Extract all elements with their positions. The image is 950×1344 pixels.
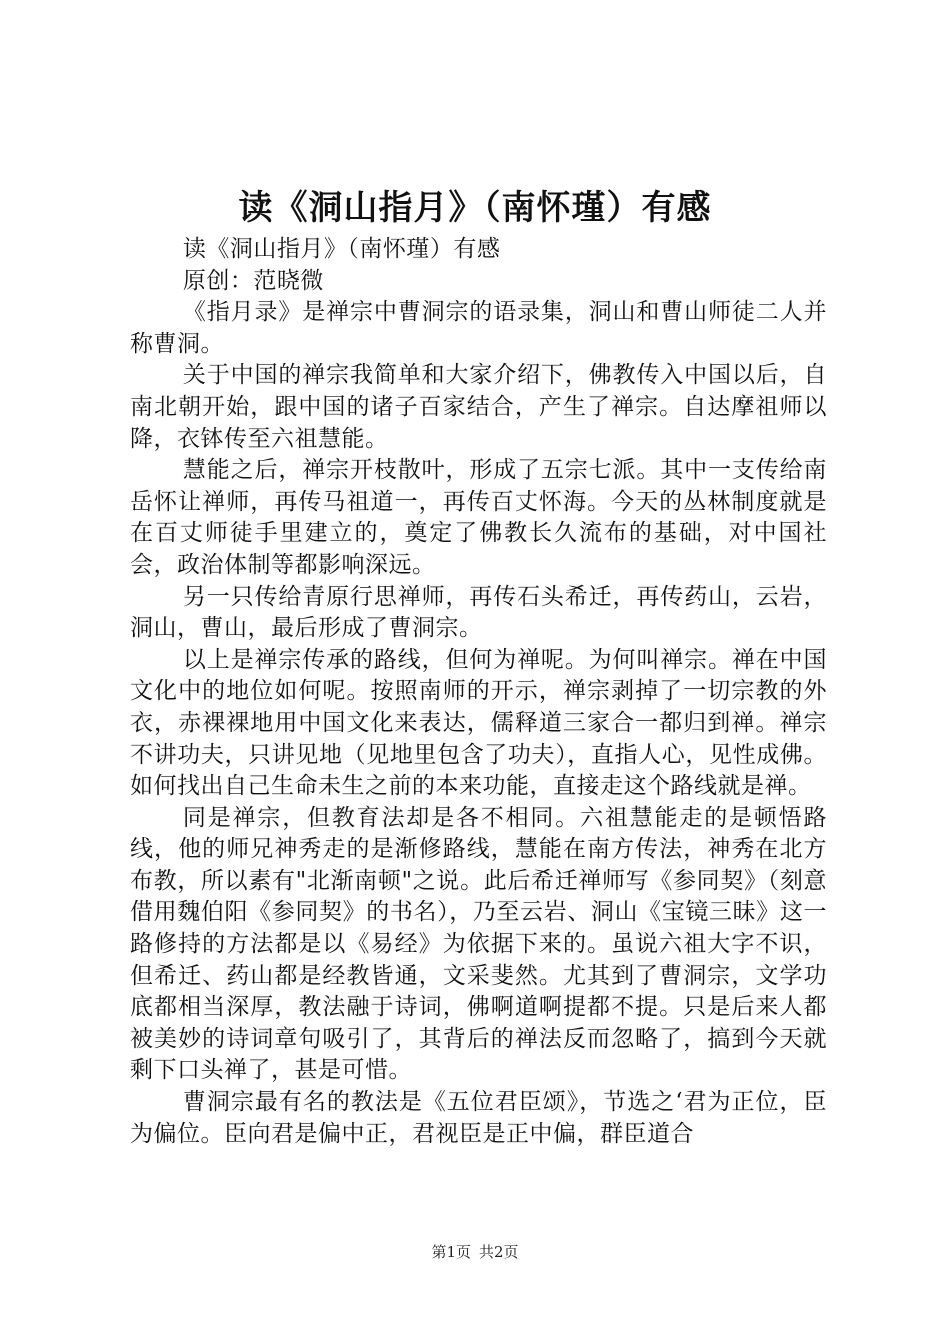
page-footer bbox=[0, 1242, 950, 1262]
page-title: 读《洞山指月》（南怀瑾）有感 bbox=[238, 188, 712, 228]
page-number: 第1页 bbox=[431, 1243, 471, 1261]
paragraph-five-ranks: 曹洞宗最有名的教法是《五位君臣颂》，节选之‘君为正位，臣为偏位。臣向君是偏中正，君视臣是正中偏，群臣道合 bbox=[130, 1089, 827, 1147]
paragraph-teaching-methods: 同是禅宗，但教育法却是各不相同。六祖慧能走的是顿悟路线，他的师兄神秀走的是渐修路线，慧能在南方传法，神秀在北方布教，所以素有"北渐南顿"之说。此后希迁禅师写《参同契》（刻意借用魏伯阳《参同契》的书名），乃至云岩、洞山《宝镜三昧》这一路修持的方法都是以《易经》为依据下来的。虽说六祖大字不识，但希迁、药山都是经教皆通，文采斐然。尤其到了曹洞宗，文学功底都相当深厚，教法融于诗词，佛啊道啊提都不提。只是后来人都被美妙的诗词章句吸引了，其背后的禅法反而忽略了，搞到今天就剩下口头禅了，甚是可惜。 bbox=[130, 804, 827, 1084]
paragraph-what-is-chan: 以上是禅宗传承的路线，但何为禅呢。为何叫禅宗。禅在中国文化中的地位如何呢。按照南师的开示，禅宗剥掉了一切宗教的外衣，赤裸裸地用中国文化来表达，儒释道三家合一都归到禅。禅宗不讲功夫，只讲见地（见地里包含了功夫），直指人心，见性成佛。如何找出自己生命未生之前的本来功能，直接走这个路线就是禅。 bbox=[130, 646, 827, 800]
paragraph-subtitle: 读《洞山指月》（南怀瑾）有感 bbox=[182, 236, 501, 262]
paragraph-qingyuan-lineage: 另一只传给青原行思禅师，再传石头希迁，再传药山，云岩，洞山，曹山，最后形成了曹洞宗。 bbox=[130, 583, 827, 642]
page-total: 共2页 bbox=[479, 1243, 519, 1261]
paragraph-huineng-lineage: 慧能之后，禅宗开枝散叶，形成了五宗七派。其中一支传给南岳怀让禅师，再传马祖道一，再传百丈怀海。今天的丛林制度就是在百丈师徒手里建立的，奠定了佛教长久流布的基础，对中国社会，政治体制等都影响深远。 bbox=[130, 457, 827, 578]
paragraph-author: 原创：范晓微 bbox=[182, 267, 324, 294]
paragraph-chan-history: 关于中国的禅宗我简单和大家介绍下，佛教传入中国以后，自南北朝开始，跟中国的诸子百家结合，产生了禅宗。自达摩祖师以降，衣钵传至六祖慧能。 bbox=[130, 362, 827, 452]
document-body bbox=[130, 234, 827, 1150]
paragraph-intro: 《指月录》是禅宗中曹洞宗的语录集，洞山和曹山师徒二人并称曹洞。 bbox=[130, 299, 827, 357]
